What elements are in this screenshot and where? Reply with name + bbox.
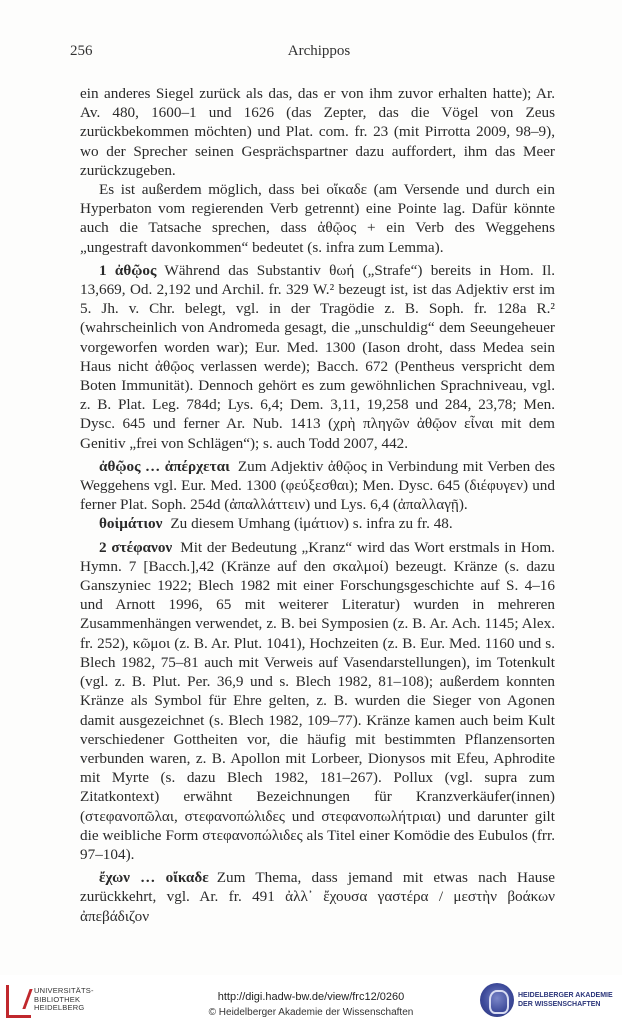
commentary-text	[80, 84, 555, 926]
viewer-footer	[0, 975, 622, 1025]
lemma-paragraph	[80, 514, 555, 533]
library-logo-line: UNIVERSITÄTS-	[34, 986, 94, 995]
academy-logo-text	[518, 992, 618, 1009]
lemma-paragraph	[80, 457, 555, 515]
academy-logo[interactable]	[480, 983, 620, 1019]
paragraph	[80, 84, 555, 180]
paragraph-text: Zu diesem Umhang (ἱμάτιον) s. infra zu fr. 48.	[170, 515, 453, 533]
lemma-paragraph	[80, 868, 555, 926]
lemma: θοἰμάτιον	[99, 515, 163, 533]
paragraph-text: Zum Thema, dass jemand mit etwas nach Hause zurückkehrt, vgl. Ar. fr. 491 ἀλλ᾽ ἔχουσα γαστέρα / μεστὴν βοάκων ἀπεβάδιζον	[80, 869, 555, 925]
paragraph-text: Während das Substantiv θωή („Strafe“) bereits in Hom. Il. 13,669, Od. 2,192 und Archil. fr. 329 W.² bezeugt ist, ist das Adjektiv erst im 5. Jh. v. Chr. belegt, vgl. in der Tragödie z. B. Soph. fr. 128a R.² (wahrscheinlich von Andromeda gesagt, die „unschuldig“ dem Seeungeheuer vorgeworfen worden war); Eur. Med. 1300 (Iason droht, dass Medea sein Haus nicht ἀθῷος verlassen werde); Bacch. 672 (Pentheus verspricht dem Boten Immunität). Dennoch gehört es zum gewöhnlichen Sprachniveau, vgl. z. B. Plat. Leg. 784d; Lys. 6,4; Dem. 3,11, 19,258 und 284, 23,78; Men. Dysc. 645 und ferner Ar. Nub. 1413 (χρὴ πληγῶν ἀθῷον εἶναι mit dem Genitiv „frei von Schlägen“); s. auch Todd 2007, 442.	[80, 261, 555, 452]
paragraph-text: Mit der Bedeutung „Kranz“ wird das Wort erstmals in Hom. Hymn. 7 [Bacch.],42 (Kränze auf den σκαλμοί) bezeugt. Kränze (s. dazu Ganszyniec 1922; Blech 1982 mit einer Forschungsgeschichte auf S. 4–16 und Arnott 1996, 65 mit weiterer Literatur) wurden in mehreren Zusammenhängen verwendet, z. B. bei Symposien (z. B. Ar. Ach. 1145; Alex. fr. 252), κῶμοι (z. B. Ar. Plut. 1041), Hochzeiten (z. B. Eur. Med. 1160 und s. Blech 1982, 75–81 auch mit Verweis auf Vasendarstellungen), im Totenkult (vgl. z. B. Plut. Per. 36,9 und s. Blech 1982, 81–108); außerdem konnten Kränze als Symbol für Ehre gelten, z. B. wurden die Sieger von Agonen damit ausgezeichnet (s. Blech 1982, 109–77). Kränze kamen auch beim Kult verschiedener Gottheiten vor, die häufig mit bestimmten Pflanzensorten verbunden waren, z. B. Apollon mit Lorbeer, Dionysos mit Efeu, Aphrodite mit Myrte (s. dazu Blech 1982, 181–267). Pollux (vgl. supra zum Zitatkontext) erwähnt Bezeichnungen für Kranzverkäufer(innen) (στεφανοπῶλαι, στεφανοπώλιδες und στεφανοπωλήτριαι) und darunter gilt die weibliche Form στεφανοπώλιδες als Titel einer Komödie des Eubulos (frr. 97–104).	[80, 538, 555, 863]
academy-seal-icon	[480, 983, 514, 1017]
running-title: Archippos	[287, 43, 351, 59]
paragraph-text: Zum Adjektiv ἀθῷος in Verbindung mit Verben des Weggehens vgl. Eur. Med. 1300 (φεύξεσθαι); Men. Dysc. 645 (διέφυγεν) und ferner Plat. Soph. 254d (ἀπαλλάττειν) und Lys. 6,4 (ἀπαλλαγῇ).	[80, 457, 556, 514]
lemma: 1 ἀθῷος	[99, 261, 157, 279]
academy-logo-line: DER WISSENSCHAFTEN	[518, 1000, 601, 1008]
lemma: ἔχων … οἴκαδε	[99, 869, 209, 887]
paragraph	[80, 180, 555, 257]
library-logo-line: HEIDELBERG	[34, 1003, 85, 1012]
permalink[interactable]: http://digi.hadw-bw.de/view/frc12/0260	[217, 991, 405, 1003]
library-logo-line: BIBLIOTHEK	[34, 994, 81, 1004]
copyright-notice: © Heidelberger Akademie der Wissenschaften	[208, 1007, 414, 1018]
academy-logo-line: HEIDELBERGER AKADEMIE	[518, 992, 613, 999]
page-number: 256	[70, 43, 93, 59]
paragraph-text: ein anderes Siegel zurück als das, das er von ihm zuvor erhalten hatte); Ar. Av. 480, 1600–1 und 1626 (das Zepter, das die Vögel von Zeus zurückbekommen möchten) und Plat. com. fr. 23 (mit Pirrotta 2009, 98–9), wo der Sprecher seinen Gesprächspartner dazu auffordert, ihm das Meer zurückzugeben.	[80, 85, 555, 179]
running-header	[70, 43, 558, 63]
paragraph-text: Es ist außerdem möglich, dass bei οἴκαδε (am Versende und durch ein Hyperbaton vom regierenden Verb getrennt) eine Pointe lag. Dafür könnte auch die Tatsache sprechen, dass ἀθῷος + ein Verb des Weggehens „ungestraft davonkommen“ bedeutet (s. infra zum Lemma).	[80, 181, 555, 256]
lemma: ἀθῷος … ἀπέρχεται	[99, 457, 230, 475]
lemma: 2 στέφανον	[99, 538, 173, 556]
lemma-paragraph	[80, 261, 555, 453]
lemma-paragraph	[80, 538, 555, 864]
